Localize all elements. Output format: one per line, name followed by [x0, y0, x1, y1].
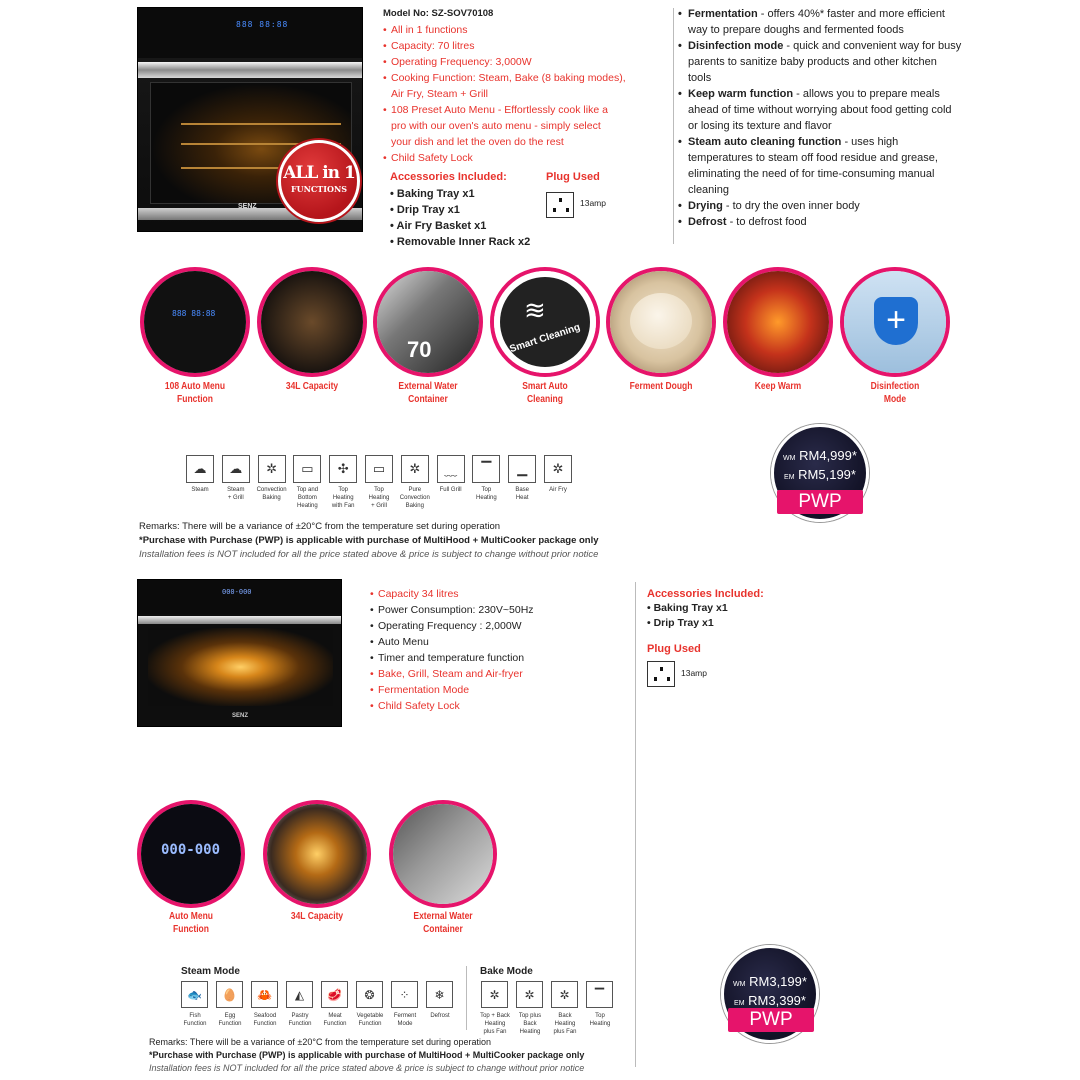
- label-line: Mode: [397, 1021, 413, 1027]
- label-line2: Container: [408, 394, 448, 405]
- feature-circle: [723, 267, 833, 377]
- label-line: with Fan: [331, 503, 355, 509]
- label-line: Heating: [332, 495, 354, 501]
- label-line: Top: [481, 487, 492, 493]
- feature-circle-label: [494, 380, 596, 406]
- function-icon: ▭: [293, 455, 321, 483]
- spec-item: • Capacity: 70 litres: [383, 38, 673, 54]
- badge-line2: FUNCTIONS: [290, 184, 348, 194]
- steam-mode-icon: ❄: [426, 981, 453, 1008]
- brand-logo: SENZ: [232, 713, 249, 719]
- model-number: Model No: SZ-SOV70108: [383, 8, 494, 19]
- price-em: RM3,399*: [748, 993, 806, 1008]
- feature-image: [610, 271, 712, 373]
- label-line: Top + Back: [480, 1013, 510, 1019]
- spec-item: • Bake, Grill, Steam and Air-fryer: [370, 666, 630, 682]
- label-line2: Function: [173, 924, 209, 935]
- divider: [673, 8, 674, 244]
- steam-mode-icon: 🥩: [321, 981, 348, 1008]
- steam-mode-icon: ⁘: [391, 981, 418, 1008]
- label-line: Baking: [262, 495, 281, 501]
- label-line: Heating: [297, 503, 318, 509]
- label-line: Pure: [408, 487, 422, 493]
- label-line: Seafood: [253, 1013, 277, 1019]
- spec-item: pro with our oven's auto menu - simply select: [391, 120, 601, 132]
- price-wm: RM4,999*: [799, 448, 857, 463]
- feature-item: [678, 198, 963, 214]
- label-line1: Keep Warm: [754, 381, 802, 392]
- label-line: Defrost: [430, 1013, 450, 1019]
- remark-installation: Installation fees is NOT included for all the price stated above & price is subject to change without prior notice: [149, 1063, 585, 1073]
- remark-pwp: *Purchase with Purchase (PWP) is applicable with purchase of MultiHood + MultiCooker package only: [149, 1050, 585, 1060]
- feature-desc: - allows you to prepare meals ahead of time without worrying about food getting cold or losing its texture and flavor: [688, 88, 952, 132]
- pwp-label: PWP: [728, 1008, 814, 1032]
- feature-circle-label: [144, 380, 246, 406]
- label-line: Top plus: [518, 1013, 542, 1019]
- feature-circle: [263, 800, 371, 908]
- steam-icon: ≋: [524, 295, 546, 325]
- bake-mode-icon: ▔: [586, 981, 613, 1008]
- function-icon: ✲: [258, 455, 286, 483]
- dough-image: [630, 293, 692, 349]
- feature-circle: [140, 267, 250, 377]
- spec-item: • Operating Frequency : 2,000W: [370, 618, 630, 634]
- price-wm-prefix: WM: [783, 455, 796, 462]
- plug-label: 13amp: [681, 668, 707, 678]
- control-panel: [138, 8, 362, 58]
- feature-name: Keep warm function: [688, 88, 794, 100]
- label-line: Convection: [399, 495, 430, 501]
- feature-item: [678, 38, 963, 86]
- feature-desc: - quick and convenient way for busy parents to sanitize baby products and other kitchen tools: [688, 40, 962, 84]
- feature-desc: - offers 40%* faster and more efficient way to prepare doughs and fermented foods: [688, 8, 945, 36]
- function-icon: ﹏: [437, 455, 465, 483]
- feature-image: [267, 804, 367, 904]
- all-in-1-badge: [278, 140, 360, 222]
- bake-mode-label: [578, 1012, 622, 1028]
- pwp-label: PWP: [777, 490, 863, 514]
- badge-line1: ALL in 1: [283, 163, 355, 183]
- feature-circle: [373, 267, 483, 377]
- feature-image: [844, 271, 946, 373]
- control-panel: [138, 580, 341, 614]
- label-line2: Cleaning: [527, 394, 563, 405]
- accessory-item: • Baking Tray x1: [390, 186, 530, 202]
- feature-image: [261, 271, 363, 373]
- plug-icon: [546, 192, 574, 218]
- accessory-item: • Air Fry Basket x1: [390, 218, 530, 234]
- label-line: Heating: [368, 495, 390, 501]
- label-line: Top and: [296, 487, 319, 493]
- label-line: Function: [218, 1021, 242, 1027]
- features-list: [678, 6, 963, 230]
- feature-item: [678, 6, 963, 38]
- feature-circle-label: [727, 380, 829, 393]
- label-line1: 34L Capacity: [290, 911, 344, 922]
- feature-circle-label: [844, 380, 946, 406]
- feature-circle: [840, 267, 950, 377]
- accessories-list: [647, 601, 728, 631]
- spec-item: • Cooking Function: Steam, Bake (8 baking modes),: [383, 70, 673, 86]
- feature-item: [678, 86, 963, 134]
- feature-circle: [490, 267, 600, 377]
- label-line1: 34L Capacity: [285, 381, 339, 392]
- label-line: + Grill: [227, 495, 244, 501]
- spec-item: • Fermentation Mode: [370, 682, 630, 698]
- feature-circle-label: [377, 380, 479, 406]
- feature-circle: [137, 800, 245, 908]
- feature-image: [144, 271, 246, 373]
- price-em-prefix: EM: [784, 474, 795, 481]
- label-line1: Ferment Dough: [629, 381, 693, 392]
- bake-mode-title: Bake Mode: [480, 966, 533, 977]
- accessory-item: • Drip Tray x1: [390, 202, 530, 218]
- feature-circle-label: [610, 380, 712, 393]
- steam-mode-icon: ❂: [356, 981, 383, 1008]
- steam-mode-title: Steam Mode: [181, 966, 240, 977]
- accessory-item: • Drip Tray x1: [647, 616, 728, 631]
- oven-display: 000-000: [222, 588, 252, 596]
- label-line: plus Fan: [553, 1029, 577, 1035]
- label-line2: Mode: [883, 394, 907, 405]
- label-line2: Function: [177, 394, 213, 405]
- label-line: Heating: [484, 1021, 506, 1027]
- function-icon: ✣: [329, 455, 357, 483]
- label-line: Steam: [191, 487, 209, 493]
- function-icon: ▁: [508, 455, 536, 483]
- label-line: Function: [288, 1021, 312, 1027]
- label-line: Base: [515, 487, 530, 493]
- steam-mode-icon: 🐟: [181, 981, 208, 1008]
- oven-rack: [181, 123, 341, 125]
- function-icon: ☁: [186, 455, 214, 483]
- feature-image: [494, 271, 596, 373]
- feature-image: [377, 271, 479, 373]
- feature-desc: - to defrost food: [726, 216, 807, 228]
- spec-item: • Capacity 34 litres: [370, 586, 630, 602]
- feature-name: Fermentation: [688, 8, 758, 20]
- steam-mode-label: [418, 1012, 462, 1020]
- steam-mode-icon: 🥚: [216, 981, 243, 1008]
- label-line1: Disinfection: [870, 381, 920, 392]
- spec-item: Air Fry, Steam + Grill: [391, 88, 488, 100]
- label-line: Function: [253, 1021, 277, 1027]
- label-line: Meat: [328, 1013, 342, 1019]
- feature-circle-label: [266, 910, 368, 923]
- feature-circle-label: [392, 910, 494, 936]
- label-line: Function: [323, 1021, 347, 1027]
- smart-cleaning-text: Smart Cleaning: [508, 321, 582, 356]
- label-line: Heating: [554, 1021, 576, 1027]
- bake-mode-icon: ✲: [481, 981, 508, 1008]
- display-text: 000-000: [161, 842, 221, 858]
- feature-name: Disinfection mode: [688, 40, 784, 52]
- product1-spec: [383, 6, 673, 166]
- spec-item: • Power Consumption: 230V~50Hz: [370, 602, 630, 618]
- price-em: RM5,199*: [798, 467, 856, 482]
- accessory-item: • Baking Tray x1: [647, 601, 728, 616]
- spec-item: • Child Safety Lock: [383, 150, 673, 166]
- steel-strip: [138, 62, 362, 78]
- label-line: Bottom: [297, 495, 317, 501]
- spec-item: • Operating Frequency: 3,000W: [383, 54, 673, 70]
- spec-item: • Timer and temperature function: [370, 650, 630, 666]
- oven-34l-image: [137, 579, 342, 727]
- label-line: Function: [358, 1021, 382, 1027]
- steel-strip: [138, 616, 341, 624]
- remarks: [139, 520, 699, 562]
- label-line: Vegetable: [356, 1013, 384, 1019]
- capacity-text: 70: [407, 337, 432, 362]
- remark-variance: Remarks: There will be a variance of ±20°C from the temperature set during operation: [139, 521, 501, 532]
- function-icon: ☁: [222, 455, 250, 483]
- spec-item: • Child Safety Lock: [370, 698, 630, 714]
- function-label: [536, 486, 580, 494]
- remark-installation: Installation fees is NOT included for all the price stated above & price is subject to change without prior notice: [139, 549, 599, 560]
- label-line: Pastry: [291, 1013, 309, 1019]
- feature-image: [727, 271, 829, 373]
- label-line1: Auto Menu: [169, 911, 213, 922]
- feature-circle: [606, 267, 716, 377]
- steam-mode-icon: ◭: [286, 981, 313, 1008]
- product2-spec-list: [370, 586, 630, 714]
- price-em-prefix: EM: [734, 1000, 745, 1007]
- label-line: Back: [523, 1021, 537, 1027]
- label-line: Heating: [589, 1021, 611, 1027]
- label-line2: Container: [423, 924, 463, 935]
- feature-circle: [389, 800, 497, 908]
- steam-mode-icon: 🦀: [251, 981, 278, 1008]
- label-line: Ferment: [393, 1013, 417, 1019]
- accessories-list: [390, 186, 530, 250]
- label-line: Egg: [224, 1013, 236, 1019]
- brand-logo: SENZ: [238, 203, 257, 210]
- spec-item: • 108 Preset Auto Menu - Effortlessly cook like a: [383, 102, 673, 118]
- remarks-2: [149, 1036, 709, 1075]
- spec-item: • All in 1 functions: [383, 22, 673, 38]
- accessory-item: • Removable Inner Rack x2: [390, 234, 530, 250]
- label-line: Fish: [189, 1013, 201, 1019]
- function-icon: ▭: [365, 455, 393, 483]
- accessories-title: Accessories Included:: [390, 171, 507, 183]
- bake-mode-icon: ✲: [551, 981, 578, 1008]
- plug-title: Plug Used: [647, 643, 701, 655]
- function-icon: ✲: [401, 455, 429, 483]
- spec-list: [383, 22, 673, 166]
- plug-icon: [647, 661, 675, 687]
- plug-title: Plug Used: [546, 171, 600, 183]
- remark-variance: Remarks: There will be a variance of ±20°C from the temperature set during operation: [149, 1037, 492, 1047]
- feature-image: [141, 804, 241, 904]
- label-line1: 108 Auto Menu: [164, 381, 226, 392]
- label-line: Heating: [519, 1029, 541, 1035]
- feature-desc: - to dry the oven inner body: [722, 200, 860, 212]
- feature-circle: [257, 267, 367, 377]
- feature-item: [678, 214, 963, 230]
- label-line: + Grill: [371, 503, 387, 509]
- label-line: Back: [558, 1013, 572, 1019]
- remark-pwp: *Purchase with Purchase (PWP) is applicable with purchase of MultiHood + MultiCooker package only: [139, 535, 599, 546]
- price-wm: RM3,199*: [749, 974, 807, 989]
- spec-item: your dish and let the oven do the rest: [391, 136, 564, 148]
- spec-item: • Auto Menu: [370, 634, 630, 650]
- feature-image: [393, 804, 493, 904]
- shield-icon: +: [874, 297, 918, 345]
- label-line1: Smart Auto: [522, 381, 568, 392]
- mode-divider: [466, 966, 467, 1030]
- price-wm-prefix: WM: [733, 981, 746, 988]
- feature-item: [678, 134, 963, 198]
- label-line: Convection: [256, 487, 287, 493]
- label-line: Function: [183, 1021, 207, 1027]
- label-line: Heating: [476, 495, 497, 501]
- label-line: Baking: [405, 503, 424, 509]
- oven-display: 888 88:88: [236, 20, 289, 29]
- oven-door: [148, 628, 333, 706]
- function-icon: ✲: [544, 455, 572, 483]
- label-line: Full Grill: [439, 487, 462, 493]
- function-icon: ▔: [472, 455, 500, 483]
- feature-circle-label: [261, 380, 363, 393]
- bake-mode-icon: ✲: [516, 981, 543, 1008]
- label-line: Top: [338, 487, 349, 493]
- label-line: Air Fry: [549, 487, 567, 493]
- feature-name: Steam auto cleaning function: [688, 136, 842, 148]
- label-line: plus Fan: [483, 1029, 507, 1035]
- label-line: Steam: [227, 487, 245, 493]
- divider: [635, 582, 636, 1067]
- feature-name: Drying: [688, 200, 723, 212]
- feature-desc: - uses high temperatures to steam off food residue and grease, eliminating the need of for time-consuming manual cleaning: [688, 136, 938, 196]
- label-line: Top: [374, 487, 384, 493]
- label-line1: External Water: [398, 381, 458, 392]
- feature-name: Defrost: [688, 216, 727, 228]
- plug-label: 13amp: [580, 198, 606, 208]
- label-line: Top: [595, 1013, 605, 1019]
- label-line: Heat: [515, 495, 529, 501]
- feature-circle-label: [140, 910, 242, 936]
- accessories-title: Accessories Included:: [647, 588, 764, 600]
- label-line1: External Water: [413, 911, 473, 922]
- display-text: 888 88:88: [172, 309, 216, 318]
